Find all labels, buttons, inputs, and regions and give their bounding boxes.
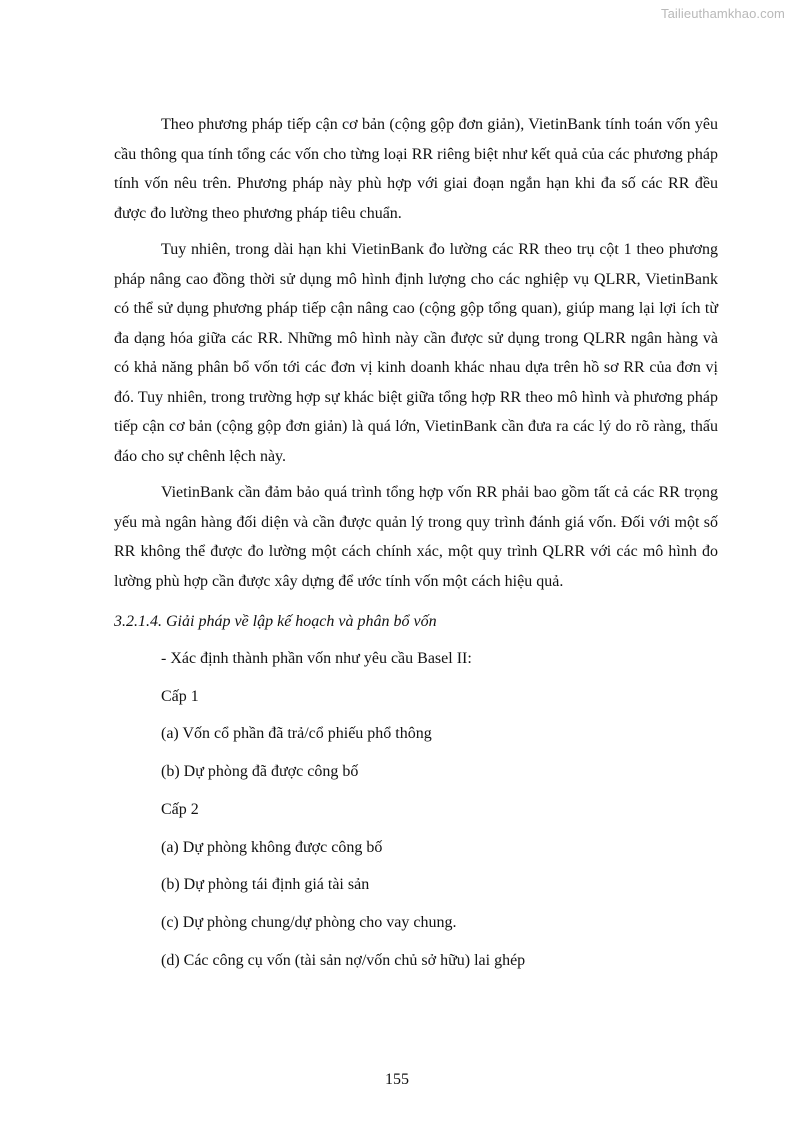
list-item: (b) Dự phòng đã được công bố [161,763,359,781]
paragraph-basic-approach: Theo phương pháp tiếp cận cơ bản (cộng gộp đơn giản), VietinBank tính toán vốn yêu cầu thông qua tính tổng các vốn cho từng loại RR riêng biệt như kết quả của các phương pháp tính vốn nêu trên. Phương pháp này phù hợp với giai đoạn ngắn hạn khi đa số các RR đều được đo lường theo phương pháp tiêu chuẩn. [114,116,718,222]
paragraph-advanced-approach: Tuy nhiên, trong dài hạn khi VietinBank đo lường các RR theo trụ cột 1 theo phương pháp nâng cao đồng thời sử dụng mô hình định lượng cho các nghiệp vụ QLRR, VietinBank có thể sử dụng phương pháp tiếp cận nâng cao (cộng gộp tổng quan), giúp mang lại lợi ích từ đa dạng hóa giữa các RR. Những mô hình này cần được sử dụng trong QLRR ngân hàng và có khả năng phân bổ vốn tới các đơn vị kinh doanh khác nhau dựa trên hồ sơ RR của đơn vị đó. Tuy nhiên, trong trường hợp sự khác biệt giữa tổng hợp RR theo mô hình và phương pháp tiếp cận cơ bản (cộng gộp đơn giản) là quá lớn, VietinBank cần đưa ra các lý do rõ ràng, thấu đáo cho sự chênh lệch này. [114,241,718,465]
document-body [114,110,718,979]
section-heading: 3.2.1.4. Giải pháp về lập kế hoạch và phân bổ vốn [114,613,437,630]
watermark: Tailieuthamkhao.com [660,6,785,21]
list-item: (a) Vốn cổ phần đã trả/cổ phiếu phổ thông [161,725,432,743]
tier-2-label: Cấp 2 [161,800,199,818]
list-intro: - Xác định thành phần vốn như yêu cầu Basel II: [161,650,472,667]
paragraph-capital-aggregation: VietinBank cần đảm bảo quá trình tổng hợp vốn RR phải bao gồm tất cả các RR trọng yếu mà ngân hàng đối diện và cần được quản lý trong quy trình đánh giá vốn. Đối với một số RR không thể được đo lường một cách chính xác, một quy trình QLRR với các mô hình đo lường phù hợp cần được xây dựng để ước tính vốn một cách hiệu quả. [114,484,718,590]
list-item: (a) Dự phòng không được công bố [161,838,383,856]
list-item: (c) Dự phòng chung/dự phòng cho vay chung. [161,913,457,931]
list-item: (b) Dự phòng tái định giá tài sản [161,876,370,894]
page-number: 155 [385,1071,409,1088]
tier-1-label: Cấp 1 [161,687,199,705]
list-item: (d) Các công cụ vốn (tài sản nợ/vốn chủ sở hữu) lai ghép [161,951,526,969]
